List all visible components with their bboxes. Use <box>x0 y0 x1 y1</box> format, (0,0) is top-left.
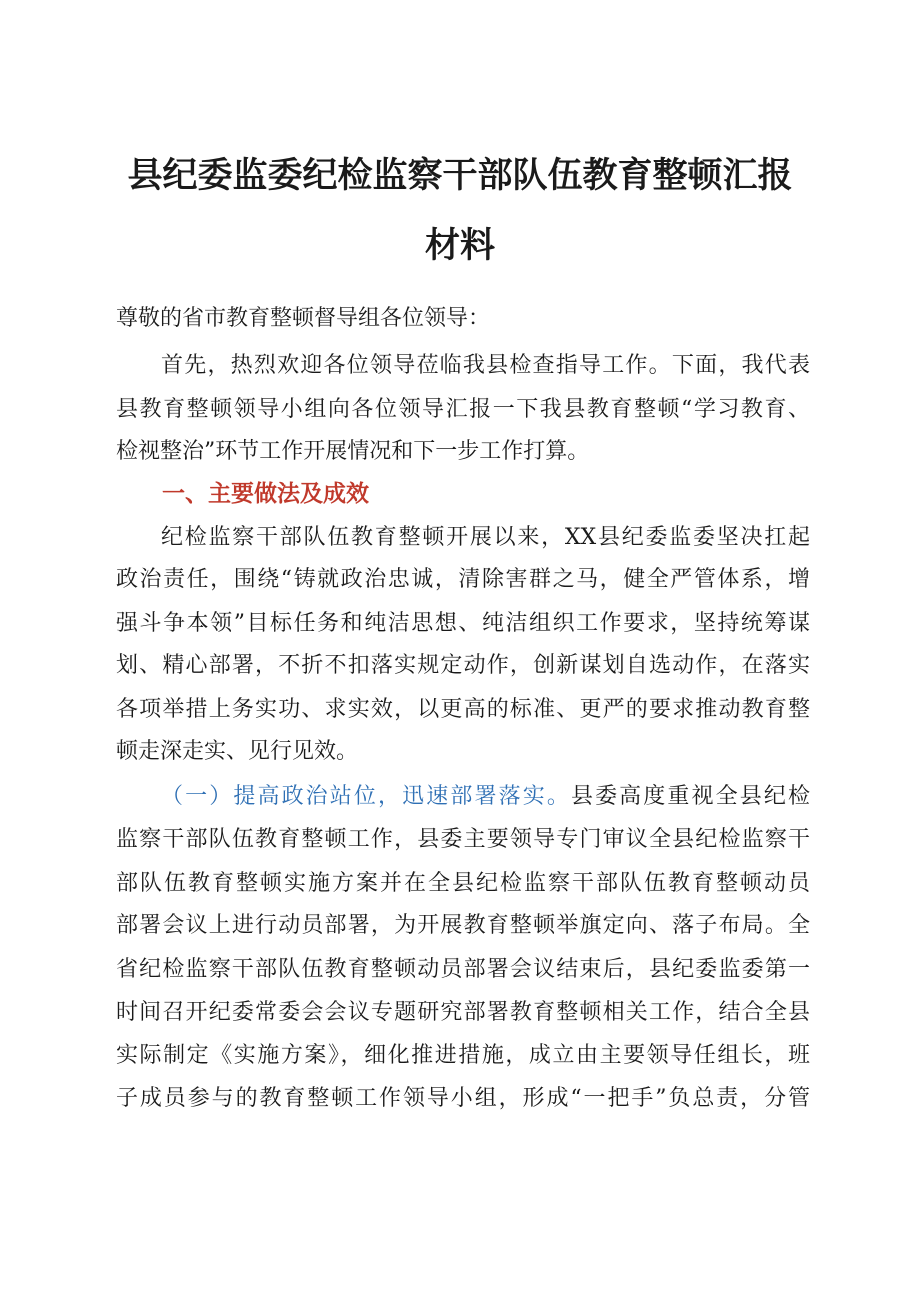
salutation: 尊敬的省市教育整顿督导组各位领导： <box>116 306 491 331</box>
intro-line-1: 首先，热烈欢迎各位领导莅临我县检查指导工作。下面，我代表 <box>161 353 810 378</box>
subsection-1-line-8: 子成员参与的教育整顿工作领导小组，形成“一把手”负总责，分管 <box>116 1086 810 1111</box>
subsection-1-line-2: 监察干部队伍教育整顿工作，县委主要领导专门审议全县纪检监察干 <box>116 827 810 852</box>
subsection-1-line-4: 部署会议上进行动员部署，为开展教育整顿举旗定向、落子布局。全 <box>116 913 810 938</box>
section-1-line-6: 顿走深走实、见行见效。 <box>116 739 359 764</box>
intro-line-2: 县教育整顿领导小组向各位领导汇报一下我县教育整顿“学习教育、 <box>116 397 810 422</box>
section-1-heading: 一、主要做法及成效 <box>162 481 369 507</box>
section-1-line-3: 强斗争本领”目标任务和纯洁思想、纯洁组织工作要求，坚持统筹谋 <box>116 611 810 636</box>
subsection-1-line-3: 部队伍教育整顿实施方案并在全县纪检监察干部队伍教育整顿动员 <box>116 871 810 896</box>
section-1-line-2: 政治责任，围绕“铸就政治忠诚，清除害群之马，健全严管体系，增 <box>116 567 810 592</box>
subsection-1-lead: （一）提高政治站位，迅速部署落实。 <box>161 784 571 809</box>
section-1-line-1: 纪检监察干部队伍教育整顿开展以来，XX县纪委监委坚决扛起 <box>161 525 810 550</box>
subsection-1-line-5: 省纪检监察干部队伍教育整顿动员部署会议结束后，县纪委监委第一 <box>116 957 810 982</box>
document-title-line-2: 材料 <box>424 226 495 266</box>
subsection-1-line-6: 时间召开纪委常委会会议专题研究部署教育整顿相关工作，结合全县 <box>116 1000 810 1025</box>
section-1-line-4: 划、精心部署，不折不扣落实规定动作，创新谋划自选动作，在落实 <box>116 653 810 678</box>
subsection-1-line-7: 实际制定《实施方案》，细化推进措施，成立由主要领导任组长，班 <box>116 1043 810 1068</box>
subsection-1-line-1 <box>161 782 810 812</box>
intro-line-3: 检视整治”环节工作开展情况和下一步工作打算。 <box>116 439 590 464</box>
subsection-1-first-line-rest: 县委高度重视全县纪检 <box>570 784 810 809</box>
document-title-line-1: 县纪委监委纪检监察干部队伍教育整顿汇报 <box>127 156 793 196</box>
section-1-line-5: 各项举措上务实功、求实效，以更高的标准、更严的要求推动教育整 <box>116 697 810 722</box>
